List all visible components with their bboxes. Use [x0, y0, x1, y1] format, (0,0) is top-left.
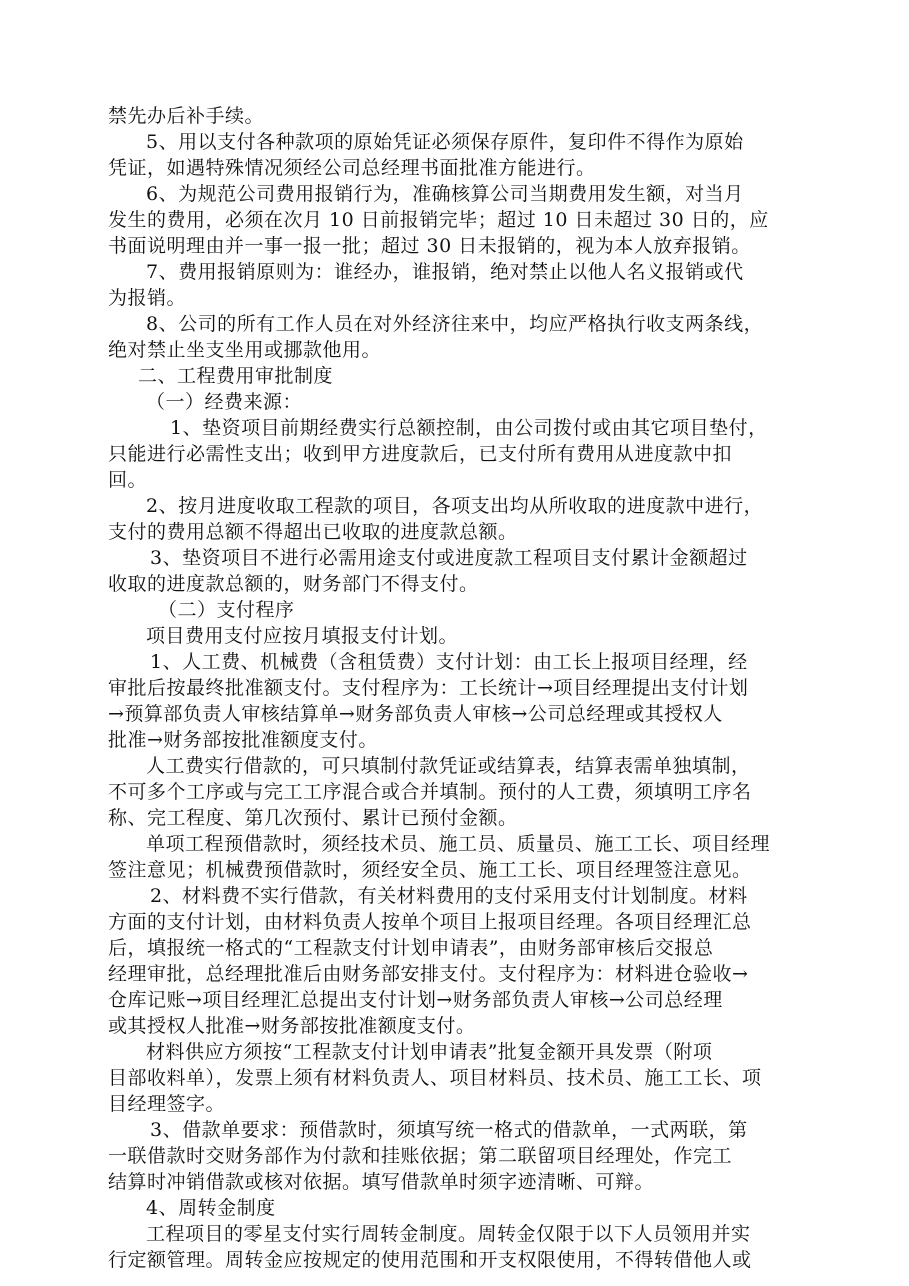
text-line: 行定额管理。周转金应按规定的使用范围和开支权限使用，不得转借他人或 [108, 1249, 752, 1271]
text-line: 7、费用报销原则为：谁经办，谁报销，绝对禁止以他人名义报销或代 [146, 261, 744, 283]
text-line: 称、完工程度、第几次预付、累计已预付金额。 [108, 807, 518, 829]
text-line: 批准→财务部按批准额度支付。 [108, 729, 378, 751]
text-line: 不可多个工序或与完工工序混合或合并填制。预付的人工费，须填明工序名 [108, 781, 752, 803]
text-line: 绝对禁止坐支坐用或挪款他用。 [108, 339, 382, 361]
text-line: →预算部负责人审核结算单→财务部负责人审核→公司总经理或其授权人 [108, 703, 723, 725]
text-line: 或其授权人批准→财务部按批准额度支付。 [108, 1015, 476, 1037]
text-line: 签注意见；机械费预借款时，须经安全员、施工工长、项目经理签注意见。 [108, 859, 752, 881]
text-line: 人工费实行借款的，可只填制付款凭证或结算表，结算表需单独填制， [146, 755, 751, 777]
text-line: 2、材料费不实行借款，有关材料费用的支付采用支付计划制度。材料 [150, 885, 748, 907]
text-line: 一联借款时交财务部作为付款和挂账依据；第二联留项目经理处，作完工 [108, 1145, 733, 1167]
text-line: 方面的支付计划，由材料负责人按单个项目上报项目经理。各项目经理汇总 [108, 911, 752, 933]
text-line: 支付的费用总额不得超出已收取的进度款总额。 [108, 521, 518, 543]
text-line: 项目费用支付应按月填报支付计划。 [146, 625, 459, 647]
text-line: 1、人工费、机械费（含租赁费）支付计划：由工长上报项目经理，经 [150, 651, 748, 673]
text-line: 仓库记账→项目经理汇总提出支付计划→财务部负责人审核→公司总经理 [108, 989, 723, 1011]
text-line: 材料供应方须按“工程款支付计划申请表”批复金额开具发票（附项 [146, 1041, 713, 1063]
text-line: 工程项目的零星支付实行周转金制度。周转金仅限于以下人员领用并实 [146, 1223, 751, 1245]
text-line: 审批后按最终批准额支付。支付程序为：工长统计→项目经理提出支付计划 [108, 677, 749, 699]
text-line: 1、垫资项目前期经费实行总额控制，由公司拨付或由其它项目垫付， [170, 417, 768, 439]
text-line: 8、公司的所有工作人员在对外经济往来中，均应严格执行收支两条线， [146, 313, 764, 335]
text-line: 回。 [108, 469, 148, 491]
text-line: 目经理签字。 [108, 1093, 226, 1115]
text-line: 2、按月进度收取工程款的项目，各项支出均从所收取的进度款中进行， [146, 495, 764, 517]
text-line: 单项工程预借款时，须经技术员、施工员、质量员、施工工长、项目经理 [146, 833, 771, 855]
text-line: 6、为规范公司费用报销行为，准确核算公司当期费用发生额，对当月 [146, 183, 744, 205]
subsection-heading: （二）支付程序 [158, 599, 295, 621]
text-line: 经理审批，总经理批准后由财务部安排支付。支付程序为：材料进仓验收→ [108, 963, 749, 985]
subsection-heading: （一）经费来源： [146, 391, 303, 413]
subsection-heading: 4、周转金制度 [146, 1197, 276, 1219]
section-heading: 二、工程费用审批制度 [138, 365, 334, 387]
text-line: 只能进行必需性支出；收到甲方进度款后，已支付所有费用从进度款中扣 [108, 443, 733, 465]
text-line: 书面说明理由并一事一报一批；超过 30 日未报销的，视为本人放弃报销。 [108, 235, 751, 257]
text-line: 后，填报统一格式的“工程款支付计划申请表”，由财务部审核后交报总 [108, 937, 714, 959]
text-line: 目部收料单），发票上须有材料负责人、项目材料员、技术员、施工工长、项 [108, 1067, 762, 1089]
text-line: 凭证，如遇特殊情况须经公司总经理书面批准方能进行。 [108, 157, 596, 179]
text-line: 禁先办后补手续。 [108, 105, 265, 127]
text-line: 5、用以支付各种款项的原始凭证必须保存原件，复印件不得作为原始 [146, 131, 744, 153]
text-line: 3、垫资项目不进行必需用途支付或进度款工程项目支付累计金额超过 [150, 547, 748, 569]
text-line: 发生的费用，必须在次月 10 日前报销完毕；超过 10 日未超过 30 日的，应 [108, 209, 769, 231]
text-line: 结算时冲销借款或核对依据。填写借款单时须字迹清晰、可辩。 [108, 1171, 655, 1193]
text-line: 收取的进度款总额的，财务部门不得支付。 [108, 573, 479, 595]
text-line: 为报销。 [108, 287, 187, 309]
text-line: 3、借款单要求：预借款时，须填写统一格式的借款单，一式两联，第 [150, 1119, 748, 1141]
